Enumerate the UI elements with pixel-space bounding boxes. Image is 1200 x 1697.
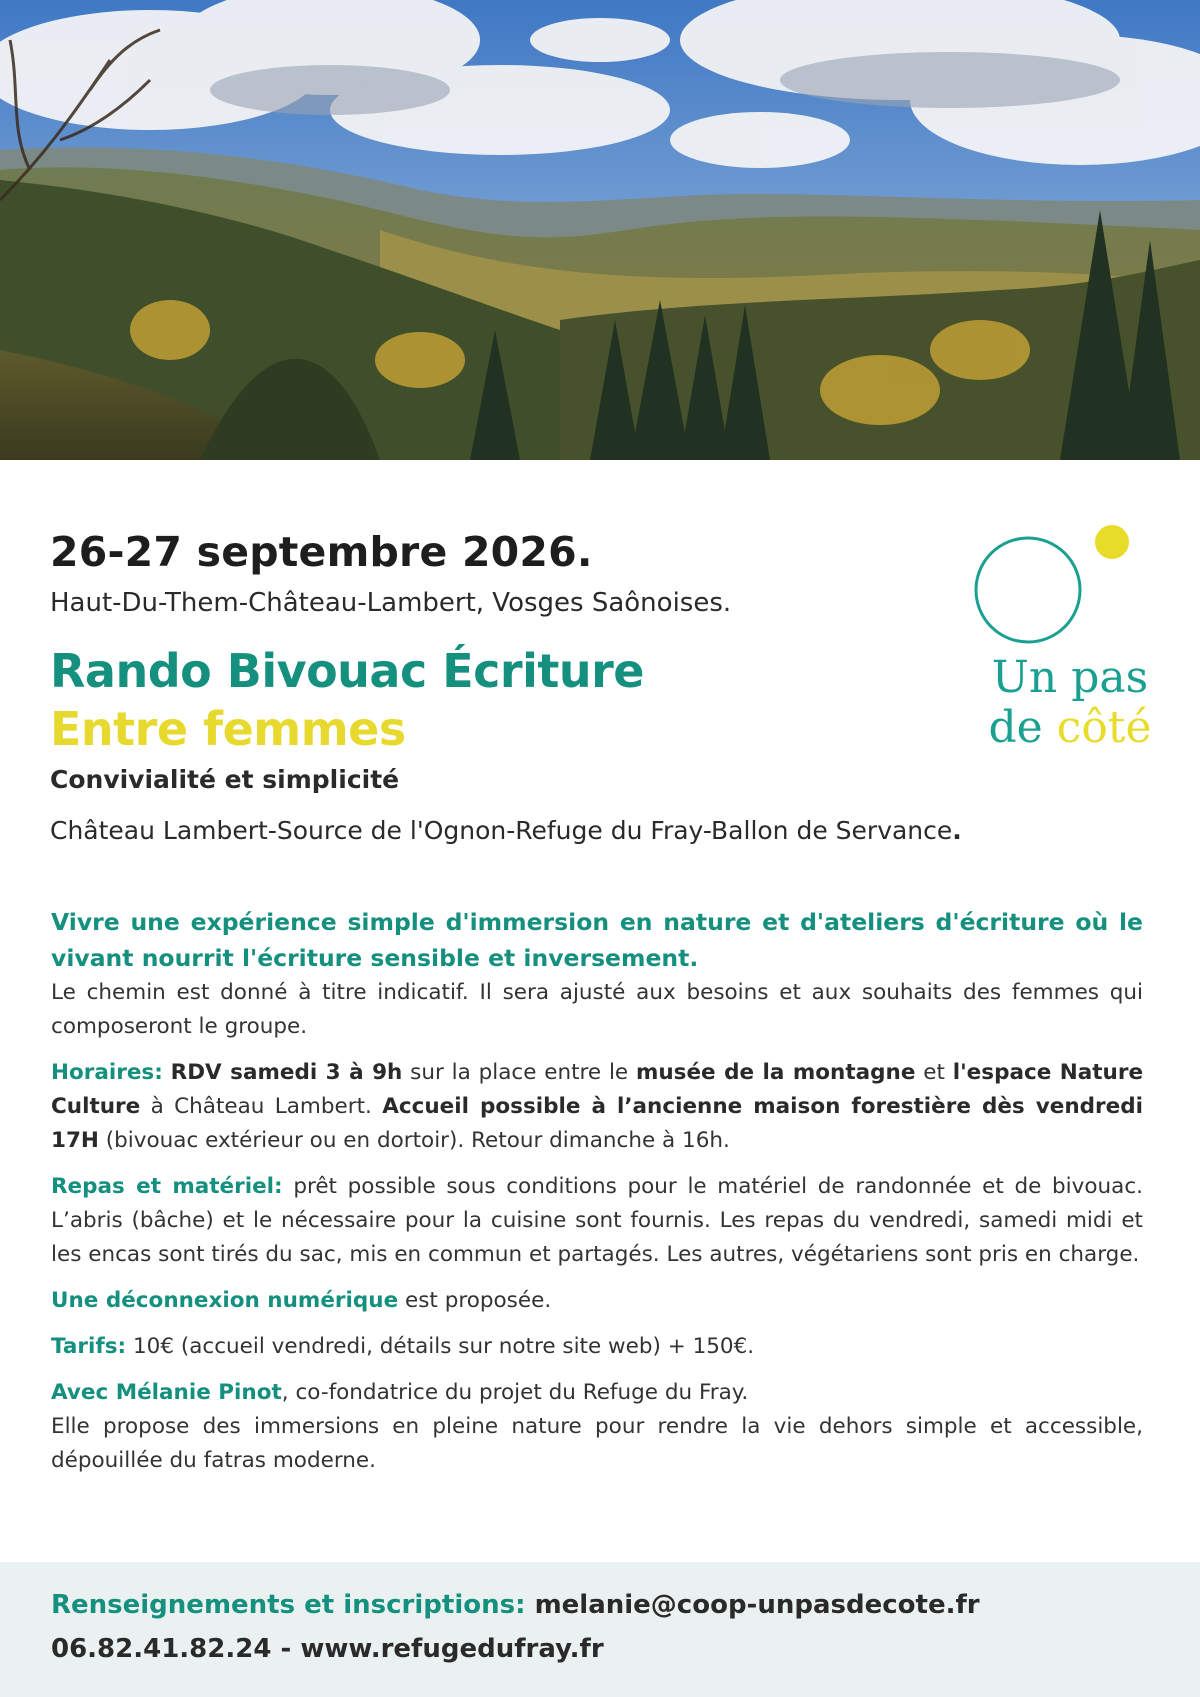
landscape-image bbox=[0, 0, 1200, 460]
horaires-text-1: sur la place entre le bbox=[402, 1060, 636, 1085]
repas-label: Repas et matériel: bbox=[51, 1174, 283, 1199]
logo-text-line1: Un pas bbox=[991, 652, 1149, 703]
avec-text: , co-fondatrice du projet du Refuge du Fray. bbox=[281, 1380, 749, 1405]
deconnexion-paragraph bbox=[51, 1284, 1143, 1318]
logo-graphic bbox=[970, 520, 1190, 760]
contact-line-1 bbox=[51, 1590, 980, 1620]
tarifs-label: Tarifs: bbox=[51, 1334, 127, 1359]
logo-text-line2 bbox=[988, 702, 1151, 753]
contact-website-link[interactable]: www.refugedufray.fr bbox=[300, 1634, 604, 1664]
logo-text-line2-b: côté bbox=[1056, 702, 1152, 753]
contact-email-link[interactable]: melanie@coop-unpasdecote.fr bbox=[534, 1590, 980, 1620]
event-route bbox=[50, 816, 962, 845]
horaires-paragraph bbox=[51, 1056, 1143, 1158]
event-location: Haut-Du-Them-Château-Lambert, Vosges Saônoises. bbox=[50, 588, 732, 618]
tarifs-text: 10€ (accueil vendredi, détails sur notre site web) + 150€. bbox=[126, 1334, 755, 1359]
horaires-museum: musée de la montagne bbox=[635, 1060, 916, 1085]
event-title: Rando Bivouac Écriture bbox=[50, 644, 645, 698]
un-pas-de-cote-logo bbox=[970, 520, 1190, 760]
avec-label: Avec Mélanie Pinot bbox=[51, 1380, 282, 1405]
route-end: . bbox=[952, 816, 962, 845]
horaires-espace: l'espace Nature Culture bbox=[51, 1060, 1144, 1119]
contact-separator: - bbox=[271, 1634, 301, 1664]
deconnexion-text: est proposée. bbox=[398, 1288, 552, 1313]
event-description bbox=[51, 904, 1143, 1490]
horaires-rdv: RDV samedi 3 à 9h bbox=[170, 1060, 403, 1085]
intro-paragraph: Le chemin est donné à titre indicatif. Il sera ajusté aux besoins et aux souhaits des femmes qui composeront le groupe. bbox=[51, 980, 1143, 1039]
event-title-secondary: Entre femmes bbox=[50, 702, 406, 756]
hero-landscape-photo bbox=[0, 0, 1200, 460]
event-date: 26-27 septembre 2026. bbox=[50, 528, 593, 576]
route-text: Château Lambert-Source de l'Ognon-Refuge du Fray-Ballon de Servance bbox=[50, 816, 953, 845]
contact-footer bbox=[0, 1562, 1200, 1697]
avec-paragraph-2: Elle propose des immersions en pleine nature pour rendre la vie dehors simple et accessible, dépouillée du fatras moderne. bbox=[51, 1414, 1143, 1473]
deconnexion-label: Une déconnexion numérique bbox=[51, 1288, 399, 1313]
contact-line-2 bbox=[51, 1634, 604, 1664]
horaires-accueil: Accueil possible à l’ancienne maison forestière dès vendredi 17H bbox=[51, 1094, 1143, 1153]
horaires-text-2: et bbox=[915, 1060, 953, 1085]
lead-paragraph: Vivre une expérience simple d'immersion en nature et d'ateliers d'écriture où le vivant nourrit l'écriture sensible et inversement. bbox=[51, 908, 1143, 972]
horaires-label: Horaires: bbox=[51, 1060, 163, 1085]
contact-phone[interactable]: 06.82.41.82.24 bbox=[51, 1634, 272, 1664]
repas-paragraph bbox=[51, 1170, 1143, 1272]
logo-circle-icon bbox=[976, 538, 1080, 642]
contact-label: Renseignements et inscriptions: bbox=[51, 1590, 526, 1620]
logo-text-line2-a: de bbox=[988, 702, 1057, 753]
logo-dot-icon bbox=[1095, 525, 1129, 559]
event-subtitle: Convivialité et simplicité bbox=[50, 765, 400, 794]
horaires-text-3: à Château Lambert. bbox=[140, 1094, 383, 1119]
horaires-text-4: (bivouac extérieur ou en dortoir). Retour dimanche à 16h. bbox=[98, 1128, 730, 1153]
avec-paragraph bbox=[51, 1376, 1143, 1410]
tarifs-paragraph bbox=[51, 1330, 1143, 1364]
repas-text: prêt possible sous conditions pour le matériel de randonnée et de bivouac. L’abris (bâche) et le nécessaire pour la cuisine sont fournis. Les repas du vendredi, samedi midi et les encas sont tirés du sac, mis en commun et partagés. Les autres, végétariens sont pris en charge. bbox=[51, 1174, 1143, 1267]
